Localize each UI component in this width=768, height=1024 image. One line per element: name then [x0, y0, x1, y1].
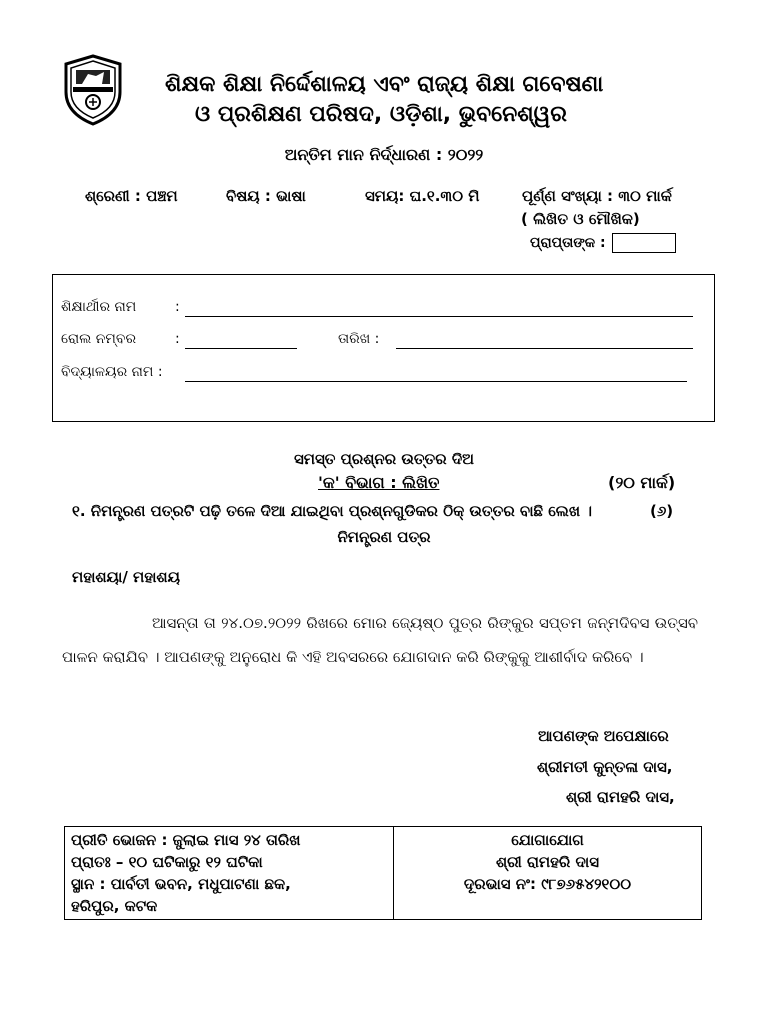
- event-details-cell: [65, 827, 394, 920]
- question-1-text: ୧. ନିମନ୍ତ୍ରଣ ପତ୍ରଟି ପଢ଼ି ତଳେ ଦିଆ ଯାଇଥିବା ପ୍ରଶ୍ନଗୁଡିକର ଠିକ୍ ଉତ୍ତର ବାଛି ଲେଖ ।: [72, 502, 593, 520]
- table-row: [65, 827, 702, 920]
- student-name-field[interactable]: [185, 316, 693, 317]
- student-name-colon: :: [175, 299, 180, 315]
- institution-title-line1: ଶିକ୍ଷକ ଶିକ୍ଷା ନିର୍ଦ୍ଦେଶାଳୟ ଏବଂ ରାଜ୍ୟ ଶିକ୍ଷା ଗବେଷଣା: [165, 72, 604, 97]
- letter-body: [62, 606, 698, 674]
- letter-closing: ଆପଣଙ୍କ ଅପେକ୍ଷାରେ: [538, 727, 669, 745]
- date-label: ତାରିଖ :: [338, 331, 380, 347]
- student-info-box: [52, 274, 715, 422]
- school-name-field[interactable]: [185, 381, 687, 382]
- subject-label: ବିଷୟ : ଭାଷା: [226, 187, 306, 205]
- obtained-marks-box[interactable]: [612, 233, 676, 253]
- obtained-marks-label: ପ୍ରାପ୍ତାଙ୍କ :: [530, 235, 606, 251]
- letter-salutation: ମହାଶୟା/ ମହାଶୟ: [72, 568, 180, 586]
- invitation-title: ନିମନ୍ତ୍ରଣ ପତ୍ର: [337, 528, 431, 546]
- section-marks: (୨୦ ମାର୍କ): [608, 473, 676, 492]
- roll-number-label: ରୋଲ ନମ୍ବର: [61, 331, 137, 347]
- venue-line2: ହରିପୁର, କଟକ: [71, 897, 158, 915]
- feast-date: ପ୍ରୀତି ଭୋଜନ : ଜୁଲାଇ ମାସ ୨୪ ତାରିଖ: [71, 831, 301, 849]
- signer-1: ଶ୍ରୀମତୀ କୁନ୍ତଳା ଦାସ,: [537, 758, 673, 776]
- contact-name: ଶ୍ରୀ ରାମହରି ଦାସ: [495, 853, 600, 871]
- letter-body-text: ଆସନ୍ତା ତା ୨୪.୦୭.୨୦୨୨ ରିଖରେ ମୋର ଜ୍ୟେଷ୍ଠ ପୁତ୍ର ରିଙ୍କୁର ସପ୍ତମ ଜନ୍ମଦିବସ ଉତ୍ସବ ପାଳନ କରାଯିବ । ଆପଣଙ୍କୁ ଅନୁରୋଧ କି ଏହି ଅବସରରେ ଯୋଗଦାନ କରି ରିଙ୍କୁକୁ ଆଶୀର୍ବାଦ କରିବେ ।: [62, 614, 698, 666]
- roll-number-field[interactable]: [185, 348, 297, 349]
- feast-time: ପ୍ରାତଃ – ୧୦ ଘଟିକାରୁ ୧୨ ଘଟିକା: [71, 853, 263, 871]
- contact-heading: ଯୋଗାଯୋଗ: [511, 831, 584, 849]
- marks-note: ( ଲିଖିତ ଓ ମୌଖିକ): [521, 210, 640, 228]
- logo: [62, 54, 124, 126]
- emblem-icon: [62, 54, 124, 126]
- time-label: ସମୟ: ଘ.୧.୩୦ ମି: [365, 187, 480, 205]
- student-name-label: ଶିକ୍ଷାର୍ଥୀର ନାମ: [61, 299, 137, 315]
- institution-title-line2: ଓ ପ୍ରଶିକ୍ଷଣ ପରିଷଦ, ଓଡ଼ିଶା, ଭୁବନେଶ୍ୱର: [195, 102, 567, 127]
- section-title: 'କ' ବିଭାଗ : ଲିଖିତ: [318, 473, 440, 492]
- contact-cell: [394, 827, 702, 920]
- question-1-marks: (୬): [650, 502, 674, 520]
- date-field[interactable]: [396, 348, 693, 349]
- section-instruction: ସମସ୍ତ ପ୍ରଶ୍ନର ଉତ୍ତର ଦିଅ: [293, 450, 474, 468]
- exam-title: ଅନ୍ତିମ ମାନ ନିର୍ଦ୍ଧାରଣ : ୨୦୨୨: [284, 145, 484, 164]
- obtained-marks: [530, 233, 676, 253]
- signer-2: ଶ୍ରୀ ରାମହରି ଦାସ,: [566, 788, 675, 806]
- school-name-label: ବିଦ୍ୟାଳୟର ନାମ :: [61, 364, 163, 380]
- venue-line1: ସ୍ଥାନ : ପାର୍ବତୀ ଭବନ, ମଧୁପାଟଣା ଛକ,: [71, 875, 291, 893]
- full-marks-label: ପୂର୍ଣ୍ଣ ସଂଖ୍ୟା : ୩୦ ମାର୍କ: [522, 187, 672, 205]
- roll-number-colon: :: [175, 331, 180, 347]
- event-details-table: [64, 826, 702, 920]
- contact-phone: ଦୂରଭାସ ନଂ: ୯୮୭୬୫୪୨୧୦୦: [463, 875, 632, 893]
- class-label: ଶ୍ରେଣୀ : ପଞ୍ଚମ: [85, 187, 178, 205]
